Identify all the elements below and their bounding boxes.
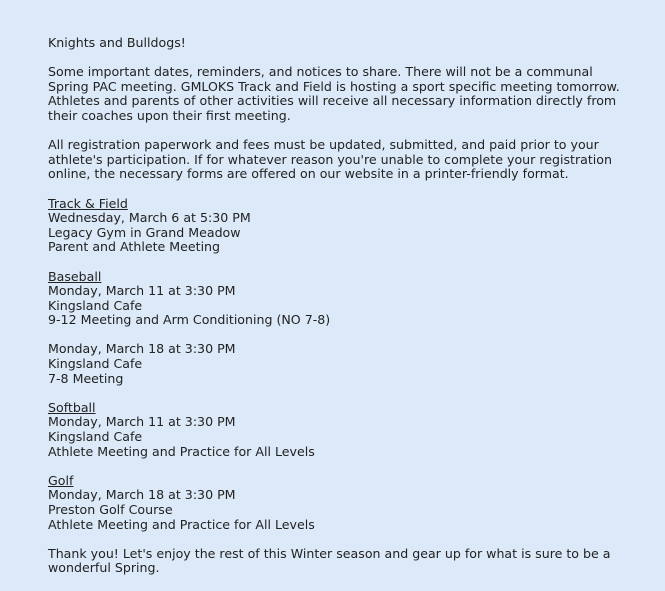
- registration-line: athlete's participation. If for whatever reason you're unable to complete your registration: [48, 151, 612, 167]
- intro-line: Athletes and parents of other activities will receive all necessary information directly from: [48, 93, 617, 109]
- intro-line: their coaches upon their first meeting.: [48, 107, 291, 123]
- track-field-date: Wednesday, March 6 at 5:30 PM: [48, 210, 251, 226]
- track-field-location: Legacy Gym in Grand Meadow: [48, 224, 241, 240]
- greeting-text: Knights and Bulldogs!: [48, 35, 186, 50]
- softball-section: [48, 401, 645, 459]
- baseball-meeting2-date: Monday, March 18 at 3:30 PM: [48, 341, 236, 357]
- baseball-meeting1-date: Monday, March 11 at 3:30 PM: [48, 283, 236, 299]
- intro-paragraph: [48, 65, 645, 123]
- registration-line: All registration paperwork and fees must be updated, submitted, and paid prior to your: [48, 137, 599, 153]
- golf-location: Preston Golf Course: [48, 502, 173, 517]
- golf-date: Monday, March 18 at 3:30 PM: [48, 487, 236, 503]
- closing-paragraph: [48, 547, 645, 576]
- closing-line: wonderful Spring.: [48, 560, 160, 576]
- intro-line: Some important dates, reminders, and notices to share. There will not be a communal: [48, 64, 593, 80]
- track-field-section: [48, 197, 645, 255]
- registration-line: online, the necessary forms are offered on our website in a printer-friendly format.: [48, 166, 569, 182]
- track-field-heading: Track & Field: [48, 195, 128, 211]
- track-field-description: Parent and Athlete Meeting: [48, 239, 221, 255]
- baseball-meeting2-location: Kingsland Cafe: [48, 356, 143, 372]
- softball-location: Kingsland Cafe: [48, 429, 143, 445]
- baseball-meeting1-description: 9-12 Meeting and Arm Conditioning (NO 7-8): [48, 312, 331, 328]
- baseball-heading: Baseball: [48, 268, 102, 284]
- softball-description: Athlete Meeting and Practice for All Levels: [48, 443, 315, 459]
- closing-line: Thank you! Let's enjoy the rest of this Winter season and gear up for what is sure to be a: [48, 545, 611, 561]
- golf-section: [48, 474, 645, 532]
- baseball-meeting1-location: Kingsland Cafe: [48, 297, 143, 313]
- softball-date: Monday, March 11 at 3:30 PM: [48, 414, 236, 430]
- registration-paragraph: [48, 138, 645, 182]
- baseball-section: [48, 270, 645, 328]
- intro-line: Spring PAC meeting. GMLOKS Track and Field is hosting a sport specific meeting tomorrow.: [48, 78, 620, 94]
- golf-description: Athlete Meeting and Practice for All Levels: [48, 516, 315, 532]
- softball-heading: Softball: [48, 399, 96, 415]
- greeting: [48, 36, 645, 51]
- baseball-meeting2-description: 7-8 Meeting: [48, 370, 124, 386]
- baseball-second-meeting: [48, 342, 645, 386]
- golf-heading: Golf: [48, 472, 74, 488]
